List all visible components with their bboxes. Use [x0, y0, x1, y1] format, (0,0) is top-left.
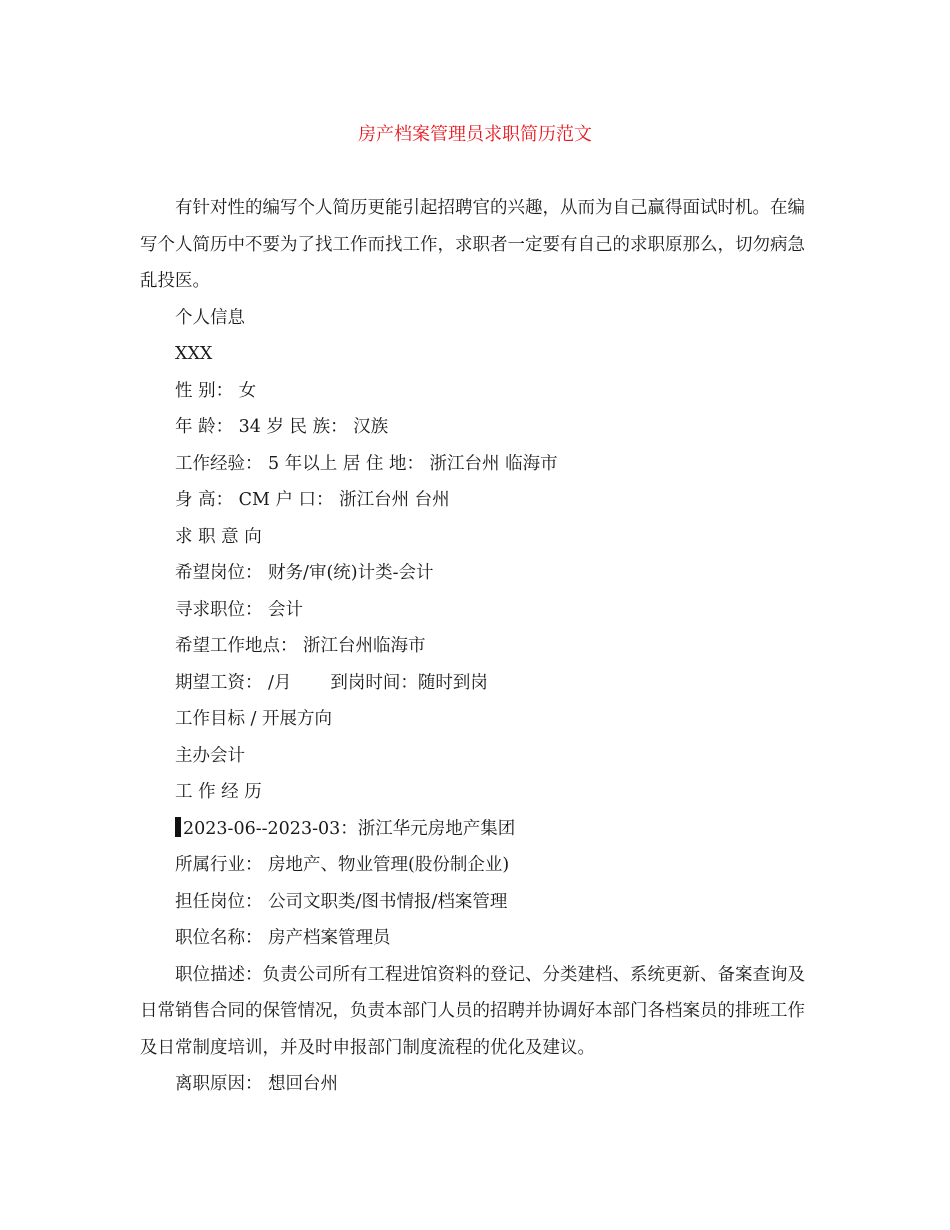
bullet-bar: [175, 817, 181, 837]
experience-residence-line: 工作经验： 5 年以上 居 住 地： 浙江台州 临海市: [175, 453, 558, 474]
gender-line: 性 别： 女: [175, 380, 257, 401]
job-intent-heading: 求 职 意 向: [175, 526, 262, 547]
height-hukou-line: 身 高： CM 户 口： 浙江台州 台州: [175, 490, 450, 510]
intro-paragraph: 有针对性的编写个人简历更能引起招聘官的兴趣，从而为自己赢得面试时机。在编写个人简历中不要为了找工作而找工作，求职者一定要有自己的求职原那么，切勿病急乱投医。: [140, 198, 805, 291]
job-position-line: 担任岗位： 公司文职类/图书情报/档案管理: [175, 891, 508, 912]
job-industry-line: 所属行业： 房地产、物业管理(股份制企业): [175, 855, 510, 875]
work-history-heading: 工 作 经 历: [175, 782, 262, 802]
work-goal-line: 主办会计: [175, 745, 245, 766]
document-body: [140, 190, 812, 1103]
job-description-paragraph: 职位描述：负责公司所有工程进馆资料的登记、分类建档、系统更新、备案查询及日常销售合同的保管情况，负责本部门人员的招聘并协调好本部门各档案员的排班工作及日常制度培训，并及时申报部门制度流程的优化及建议。: [140, 964, 805, 1058]
desired-location-line: 希望工作地点： 浙江台州临海市: [175, 636, 426, 656]
salary-start-line: 期望工资： /月 到岗时间：随时到岗: [175, 672, 488, 693]
job-title-line: 职位名称： 房产档案管理员: [175, 928, 391, 948]
job-entry-header: [140, 811, 812, 848]
job-period-company: 2023-06--2023-03：浙江华元房地产集团: [183, 818, 516, 839]
desired-post-line: 希望岗位： 财务/审(统)计类-会计: [175, 563, 434, 583]
work-goal-heading: 工作目标 / 开展方向: [175, 709, 333, 729]
leave-reason-line: 离职原因： 想回台州: [175, 1074, 339, 1094]
candidate-name: XXX: [175, 344, 213, 364]
document-title: 房产档案管理员求职简历范文: [358, 124, 592, 145]
seeking-post-line: 寻求职位： 会计: [175, 599, 304, 620]
personal-info-heading: 个人信息: [175, 307, 245, 328]
age-ethnicity-line: 年 龄： 34 岁 民 族： 汉族: [175, 417, 389, 437]
